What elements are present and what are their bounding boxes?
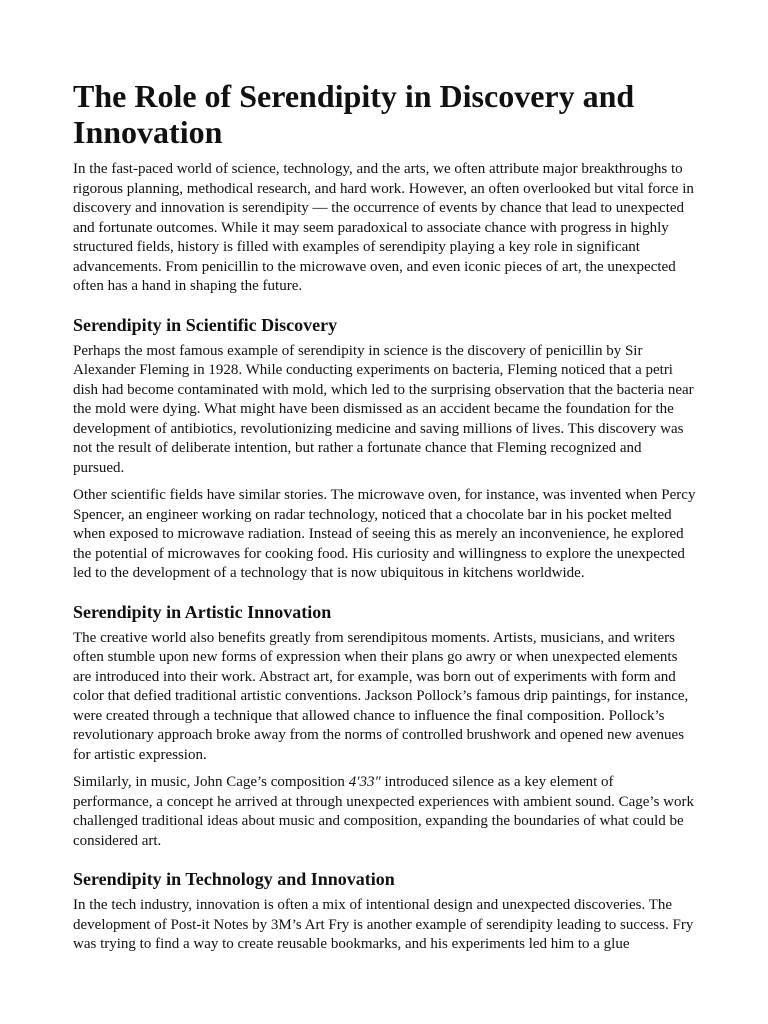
section-heading-artistic-innovation: Serendipity in Artistic Innovation bbox=[73, 601, 332, 622]
cage-text-after: introduced silence as a key element of performance, a concept he arrived at through unexpected experiences with ambient sound. Cage’s work challenged traditional ideas about music and composition, expanding the boundaries of what could be considered art. bbox=[73, 774, 695, 849]
cage-work-title: 4′33″ bbox=[348, 774, 381, 790]
section-heading-technology-innovation: Serendipity in Technology and Innovation bbox=[73, 869, 395, 889]
paragraph-john-cage bbox=[73, 773, 696, 851]
section-heading-scientific-discovery: Serendipity in Scientific Discovery bbox=[73, 314, 338, 335]
paragraph-post-it: In the tech industry, innovation is often a mix of intentional design and unexpected discoveries. The development of Post-it Notes by 3M’s Art Fry is another example of serendipity leading to success. Fry was trying to find a way to create reusable bookmarks, and his experiments led him to a glue bbox=[73, 897, 694, 952]
paragraph-penicillin: Perhaps the most famous example of serendipity in science is the discovery of penicillin by Sir Alexander Fleming in 1928. While conducting experiments on bacteria, Fleming noticed that a petri dish had become contaminated with mold, which led to the surprising observation that the bacteria near the mold were dying. What might have been dismissed as an accident became the foundation for the development of antibiotics, revolutionizing medicine and saving millions of lives. This discovery was not the result of deliberate intention, but rather a fortunate chance that Fleming recognized and pursued. bbox=[73, 342, 694, 476]
paragraph-abstract-art: The creative world also benefits greatly from serendipitous moments. Artists, musicians, and writers often stumble upon new forms of expression when their plans go awry or when unexpected elements are introduced into their work. Abstract art, for example, was born out of experiments with form and color that defied traditional artistic conventions. Jackson Pollock’s famous drip paintings, for instance, were created through a technique that allowed chance to influence the final composition. Pollock’s revolutionary approach broke away from the norms of controlled brushwork and opened new avenues for artistic expression. bbox=[73, 629, 689, 763]
paragraph-microwave: Other scientific fields have similar stories. The microwave oven, for instance, was invented when Percy Spencer, an engineer working on radar technology, noticed that a chocolate bar in his pocket melted when exposed to microwave radiation. Instead of seeing this as merely an inconvenience, he explored the potential of microwaves for cooking food. His curiosity and willingness to explore the unexpected led to the development of a technology that is now ubiquitous in kitchens worldwide. bbox=[73, 487, 696, 581]
page-title: The Role of Serendipity in Discovery and Innovation bbox=[73, 78, 635, 150]
cage-text-before: Similarly, in music, John Cage’s composition bbox=[73, 774, 349, 790]
intro-paragraph: In the fast-paced world of science, technology, and the arts, we often attribute major breakthroughs to rigorous planning, methodical research, and hard work. However, an often overlooked but vital force in discovery and innovation is serendipity — the occurrence of events by chance that lead to unexpected and fortunate outcomes. While it may seem paradoxical to associate chance with progress in highly structured fields, history is filled with examples of serendipity playing a key role in significant advancements. From penicillin to the microwave oven, and even iconic pieces of art, the unexpected often has a hand in shaping the future. bbox=[73, 161, 694, 294]
